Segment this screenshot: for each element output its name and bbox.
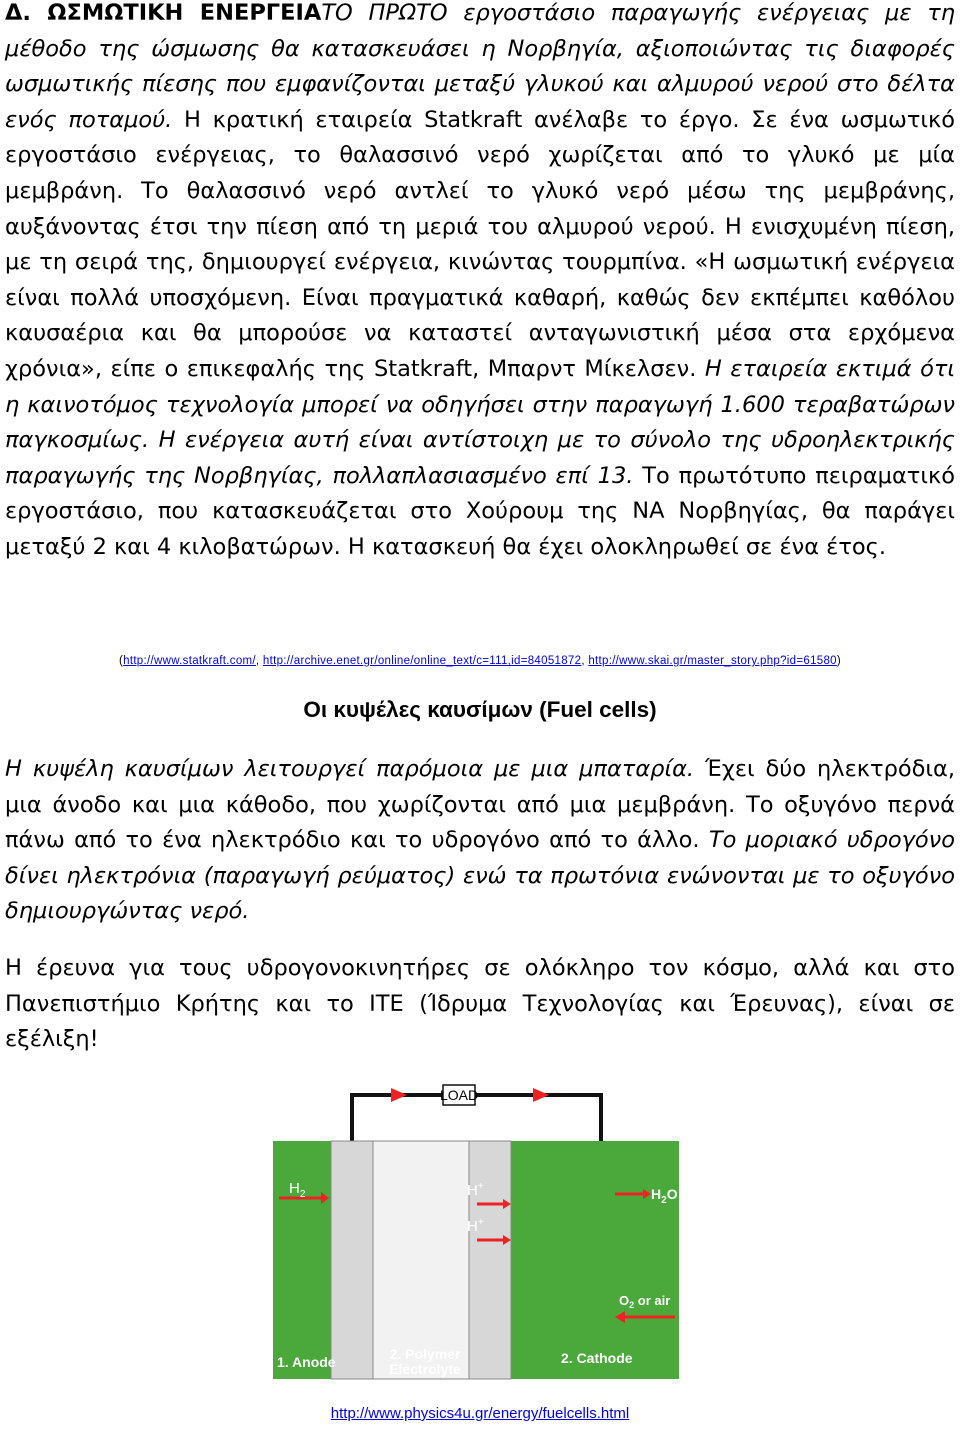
anode-electrode: [331, 1141, 373, 1379]
figure-source: [0, 1405, 960, 1422]
sources-close-paren: ): [836, 655, 841, 667]
fuel-cell-electrodes-text: Έχει δύο ηλεκτρόδια, μια άνοδο και μια κάθοδο, που χωρίζονται από μια μεμβράνη. Το οξυγόνο περνά πάνω από το ένα ηλεκτρόδιο και το υδρογόνο από το άλλο.: [5, 756, 955, 854]
h2-inlet-label: $H_2$: [289, 1180, 306, 1200]
oxygen-inlet-label: $O_2$ or air: [619, 1293, 671, 1310]
sources-line: [0, 655, 960, 667]
proton-label-1: H+: [467, 1181, 484, 1199]
cathode-label: 2. Cathode: [561, 1350, 633, 1366]
sources-open-paren: (: [118, 655, 124, 667]
research-paragraph: Η έρευνα για τους υδρογονοκινητήρες σε ολόκληρο τον κόσμο, αλλά και στο Πανεπιστήμιο Κρήτης και το ΙΤΕ (Ίδρυμα Τεχνολογίας και Έρευνας), είναι σε εξέλιξη!: [5, 955, 955, 1053]
fuel-cell-diagram: [271, 1079, 683, 1381]
cathode-electrode: [469, 1141, 511, 1379]
fuel-cell-intro-italic: Η κυψέλη καυσίμων λειτουργεί παρόμοια με μια μπαταρία.: [5, 756, 695, 782]
osmotic-estimate-italic: Η εταιρεία εκτιμά ότι η καινοτόμος τεχνολογία μπορεί να οδηγήσει στην παραγωγή 1.600 τεραβατώρων παγκοσμίως. Η ενέργεια αυτή είναι αντίστοιχη με το σύνολο της υδροηλεκτρικής παραγωγής της Νορβηγίας, πολλαπλασιασμένο επί 13.: [5, 355, 955, 489]
anode-label: 1. Anode: [277, 1354, 336, 1370]
source-link-statkraft[interactable]: http://www.statkraft.com/: [123, 655, 256, 667]
proton-label-2: H+: [467, 1217, 484, 1235]
polymer-membrane: [373, 1141, 469, 1379]
figure-source-link[interactable]: http://www.physics4u.gr/energy/fuelcells.html: [330, 1405, 630, 1422]
sources-separator: ,: [581, 655, 589, 667]
sources-separator: ,: [255, 655, 263, 667]
load-label: LOAD: [439, 1087, 479, 1103]
source-link-skai[interactable]: http://www.skai.gr/master_story.php?id=61580: [588, 655, 837, 667]
osmotic-paragraph: [5, 0, 955, 566]
osmotic-intro-italic: ΤΟ ΠΡΩΤΟ εργοστάσιο παραγωγής ενέργειας με τη μέθοδο της ώσμωσης θα κατασκευάσει η Νορβηγία, αξιοποιώντας τις διαφορές ωσμωτικής πίεσης που εμφανίζονται μεταξύ γλυκού και αλμυρού νερού στο δέλτα ενός ποταμού.: [5, 0, 955, 133]
fuel-cells-title: Οι κυψέλες καυσίμων (Fuel cells): [303, 697, 657, 722]
source-link-enet[interactable]: http://archive.enet.gr/online/online_text/c=111,id=84051872: [262, 655, 582, 667]
fuel-cell-hydrogen-italic: Το μοριακό υδρογόνο δίνει ηλεκτρόνια (παραγωγή ρεύματος) ενώ τα πρωτόνια ενώνονται με το οξυγόνο δημιουργώντας νερό.: [5, 827, 955, 925]
osmotic-body-text: Η κρατική εταιρεία Statkraft ανέλαβε το έργο. Σε ένα ωσμωτικό εργοστάσιο ενέργειας, το θαλασσινό νερό χωρίζεται από το γλυκό με μία μεμβράνη. Το θαλασσινό νερό αντλεί το γλυκό νερό μέσω της μεμβράνης, αυξάνοντας έτσι την πίεση από τη μεριά του αλμυρού νερού. Η ενισχυμένη πίεση, με τη σειρά της, δημιουργεί ενέργεια, κινώντας τουρμπίνα. «Η ωσμωτική ενέργεια είναι πολλά υποσχόμενη. Είναι πραγματικά καθαρή, καθώς δεν εκπέμπει καθόλου καυσαέρια και θα μπορούσε να καταστεί ανταγωνιστική μέσα στα ερχόμενα χρόνια», είπε ο επικεφαλής της Statkraft, Μπαρντ Μίκελσεν.: [5, 106, 956, 382]
electrolyte-label-line1: 2. Polymer: [389, 1346, 461, 1362]
electrolyte-label-line2: Electrolyte: [389, 1361, 461, 1377]
water-outlet-label: $H_2O$: [651, 1186, 678, 1206]
section-heading: Δ. ΩΣΜΩΤΙΚΗ ΕΝΕΡΓΕΙΑ: [5, 0, 322, 26]
fuel-cells-paragraph: [5, 752, 955, 930]
osmotic-prototype-text: Το πρωτότυπο πειραματικό εργοστάσιο, που κατασκευάζεται στο Χούρουμ της ΝΑ Νορβηγίας, θα παράγει μεταξύ 2 και 4 κιλοβατώρων. Η κατασκευή θα έχει ολοκληρωθεί σε ένα έτος.: [5, 462, 955, 560]
